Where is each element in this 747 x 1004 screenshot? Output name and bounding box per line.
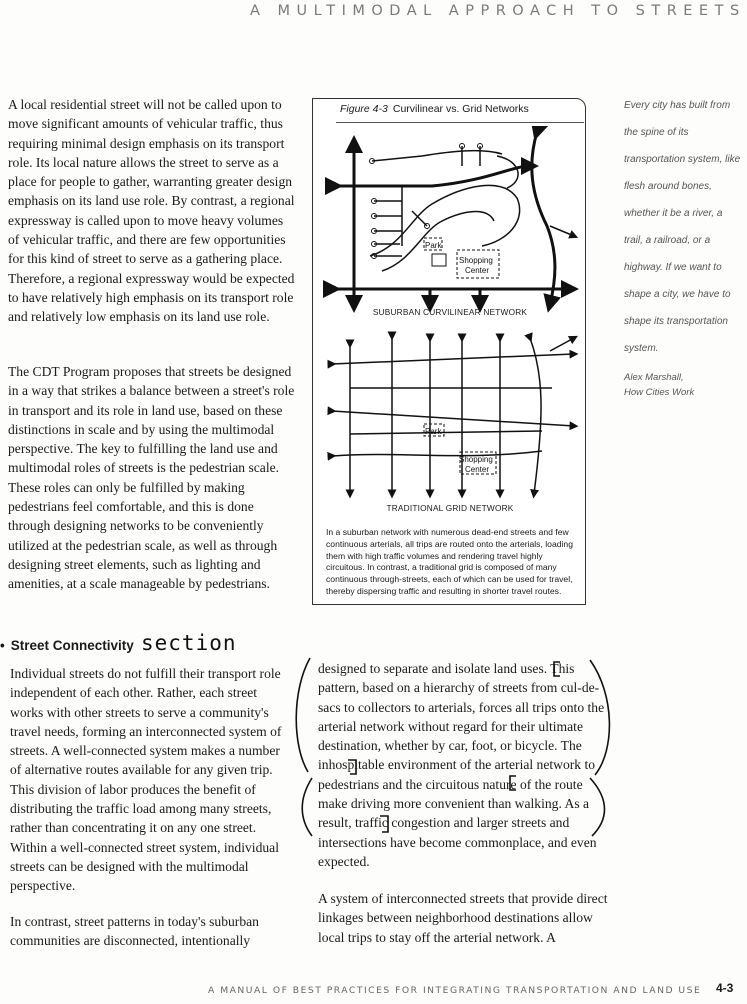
body-paragraph: The CDT Program proposes that streets be designed in a way that strikes a balance between a street's role in transport and its role in land use, based on these distinctions in scale and by using the multimodal perspective. The key to fulfilling the land use and multimodal roles of streets is the pedestrian scale. These roles can only be fulfilled by making pedestrians feel comfortable, and this is done through designing networks to be conveniently utilized at the pedestrian scale, as well as through designing street elements, such as lighting and amenities, at a scale manageable by pedestrians.: [8, 364, 295, 592]
section-heading: [0, 638, 134, 653]
figure-title: [340, 103, 529, 115]
grid-network-label: TRADITIONAL GRID NETWORK: [386, 503, 514, 513]
bracket-mark: [510, 776, 516, 790]
body-paragraph: A local residential street will not be called upon to move significant amounts of vehicular traffic, thus requiring minimal design emphasis on its transport role. Its local nature allows the street to serve as a place for people to gather, warranting greater design emphasis on its land use role. By contrast, a regional expressway is called upon to move heavy volumes of vehicular traffic, and there are few opportunities for this kind of street to serve as a gathering place. Therefore, a regional expressway would be expected to have relatively high emphasis on its transport role and relatively low emphasis on its land use role.: [8, 97, 295, 325]
running-header: A MULTIMODAL APPROACH TO STREETS: [250, 3, 746, 19]
bracket-mark: [348, 760, 356, 774]
quote-attribution: [624, 370, 742, 400]
quote-source: How Cities Work: [624, 387, 695, 398]
body-paragraph: designed to separate and isolate land uses. This pattern, based on a hierarchy of streets from cul-de-sacs to collectors to arterials, forces all trips onto the arterial network without regard for their ultimate destination, whether by car, foot, or bicycle. The inhospitable environment of the arterial network to pedestrians and the circuitous nature of the route make driving more convenient than walking. As a result, traffic congestion and larger streets and intersections have become commonplace, and even expected.: [318, 661, 605, 869]
section-heading-text: Street Connectivity: [10, 638, 134, 653]
right-paren-mark: [590, 660, 609, 775]
left-paren-mark: [296, 658, 310, 772]
figure-number: Figure 4-3: [340, 103, 388, 115]
bracket-mark: [380, 816, 388, 832]
grid-network-map: [332, 336, 574, 494]
figure-title-text: Curvilinear vs. Grid Networks: [392, 103, 529, 115]
bullet-icon: •: [0, 638, 5, 653]
figure-title-rule: [336, 122, 584, 123]
shopping-label: Shopping: [459, 455, 493, 464]
shopping-label: Shopping: [459, 256, 493, 265]
running-footer: A MANUAL OF BEST PRACTICES FOR INTEGRATING TRANSPORTATION AND LAND USE: [208, 985, 702, 996]
park-label: Park: [425, 241, 442, 250]
park-label: Park: [425, 427, 442, 436]
suburban-network-map: [332, 132, 574, 304]
body-paragraph: A system of interconnected streets that provide direct linkages between neighborhood destinations allow local trips to stay off the arterial network. A: [318, 891, 608, 945]
bracket-mark: [554, 662, 560, 676]
suburban-network-label: SUBURBAN CURVILINEAR NETWORK: [372, 307, 528, 317]
pull-quote: Every city has built from the spine of its transportation system, like flesh around bones, whether it be a river, a trail, a railroad, or a highway. If we want to shape a city, we have to shape its transportation system.: [624, 100, 741, 354]
center-label: Center: [465, 266, 490, 275]
quote-author: Alex Marshall,: [624, 372, 684, 383]
handwritten-annotation: section: [141, 631, 237, 655]
handwritten-brackets: [290, 650, 620, 850]
body-paragraph: In contrast, street patterns in today's suburban communities are disconnected, intentionally: [10, 914, 259, 949]
body-paragraph: Individual streets do not fulfill their transport role independent of each other. Rather, each street works with other streets to serve a community's travel needs, forming an interconnected system of streets. A well-connected system makes a number of alternative routes available for any given trip. This division of labor produces the benefit of distributing the traffic load among many streets, rather than concentrating it on any one street. Within a well-connected street system, individual streets can be designed with the multimodal perspective.: [10, 666, 282, 894]
left-paren-mark: [302, 778, 312, 836]
right-paren-mark: [590, 778, 605, 836]
figure-caption: In a suburban network with numerous dead-end streets and few continuous arterials, all trips are routed onto the arterials, loading them with high traffic volumes and rendering travel highly circuitous. In contrast, a traditional grid is composed of many continuous through-streets, each of which can be used for travel, thereby dispersing traffic and resulting in shorter travel routes.: [326, 527, 573, 596]
page-number: 4-3: [716, 981, 734, 995]
center-label: Center: [465, 465, 490, 474]
